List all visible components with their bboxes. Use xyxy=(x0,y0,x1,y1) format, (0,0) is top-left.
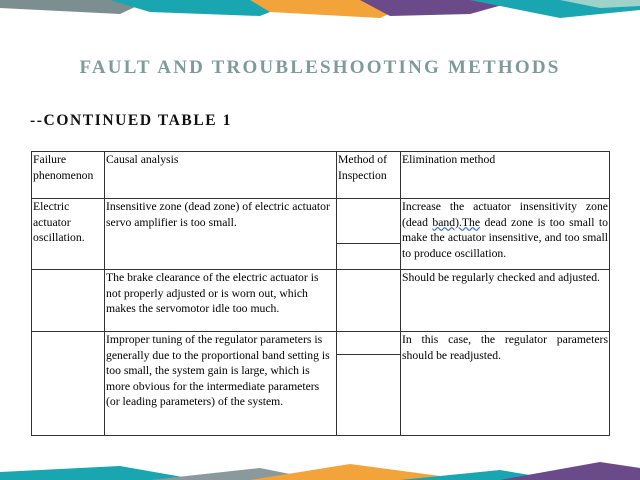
table-subtitle: --CONTINUED TABLE 1 xyxy=(30,112,233,129)
header-causal-analysis: Causal analysis xyxy=(105,152,337,199)
failure-phenomenon-cell xyxy=(32,270,105,332)
inspection-divider xyxy=(336,332,401,355)
page-title: FAULT AND TROUBLESHOOTING METHODS xyxy=(79,57,561,78)
table-row xyxy=(32,332,610,436)
inspection-cell xyxy=(337,199,401,270)
header-failure-phenomenon: Failure phenomenon xyxy=(32,152,105,199)
failure-phenomenon-cell: Electric actuator oscillation. xyxy=(32,199,105,270)
elimination-text: Increase the actuator insensitivity zone (dead xyxy=(402,200,608,229)
table-row xyxy=(32,199,610,270)
inspection-cell xyxy=(337,332,401,436)
elimination-flagged-word: band).The xyxy=(432,215,481,229)
causal-analysis-cell: Improper tuning of the regulator parameters is generally due to the proportional band setting is too small, the system gain is large, which is more obvious for the intermediate parameters (or leading parameters) of the system. xyxy=(105,332,337,436)
elimination-cell: Should be regularly checked and adjusted. xyxy=(401,270,610,332)
causal-analysis-cell: The brake clearance of the electric actuator is not properly adjusted or is worn out, which makes the servomotor idle too much. xyxy=(105,270,337,332)
inspection-divider xyxy=(336,199,401,244)
troubleshooting-table xyxy=(31,151,610,436)
header-method-of-inspection: Method of Inspection xyxy=(337,152,401,199)
header-elimination-method: Elimination method xyxy=(401,152,610,199)
elimination-cell xyxy=(401,199,610,270)
bottom-decorative-ribbon xyxy=(0,458,640,480)
failure-phenomenon-cell xyxy=(32,332,105,436)
causal-analysis-cell: Insensitive zone (dead zone) of electric actuator servo amplifier is too small. xyxy=(105,199,337,270)
elimination-text-cont: dead zone is too small to make the actuator insensitive, and too small to produce oscillation. xyxy=(402,215,608,260)
inspection-cell xyxy=(337,270,401,332)
table-header-row xyxy=(32,152,610,199)
table-row xyxy=(32,270,610,332)
elimination-cell: In this case, the regulator parameters should be readjusted. xyxy=(401,332,610,436)
top-decorative-ribbon xyxy=(0,0,640,22)
